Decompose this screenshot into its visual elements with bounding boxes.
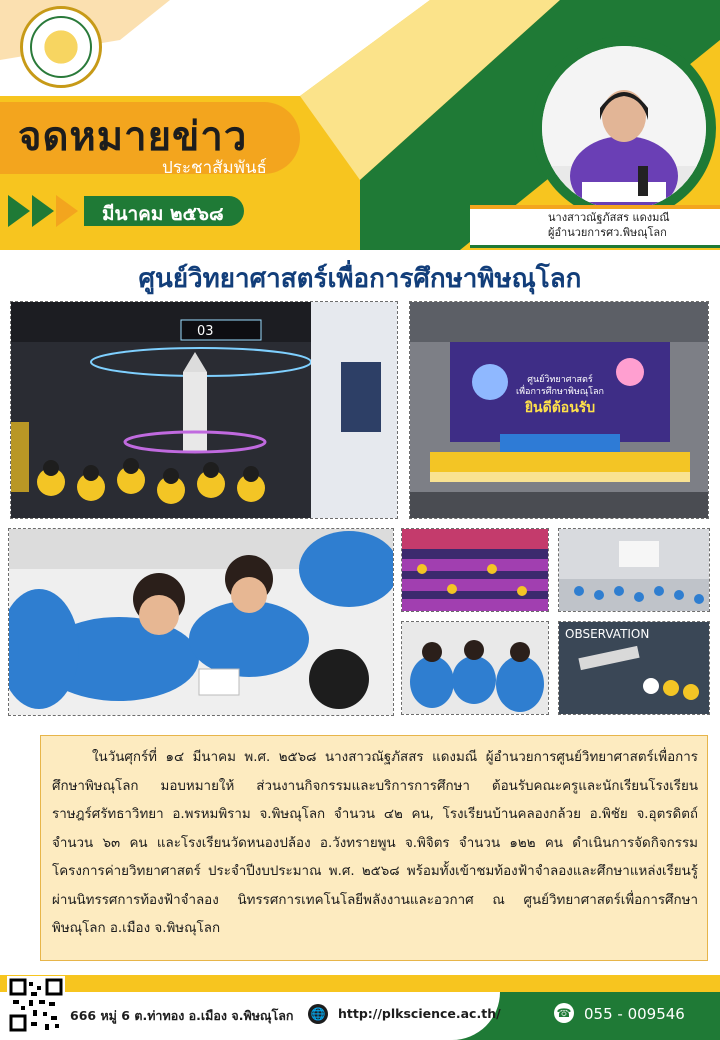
footer-address: 666 หมู่ 6 ต.ท่าทอง อ.เมือง จ.พิษณุโลก bbox=[70, 1008, 294, 1023]
welcome-banner-line2: เพื่อการศึกษาพิษณุโลก bbox=[516, 387, 604, 397]
director-position: ผู้อำนวยการศว.พิษณุโลก bbox=[548, 226, 667, 239]
footer-phone[interactable]: 055 - 009546 bbox=[584, 1005, 685, 1023]
chevron-icon bbox=[32, 195, 54, 227]
newsletter-title: จดหมายข่าว bbox=[18, 114, 248, 160]
globe-icon: 🌐 bbox=[308, 1004, 328, 1024]
director-photo bbox=[542, 46, 706, 210]
chevron-icon bbox=[8, 195, 30, 227]
article-body: ในวันศุกร์ที่ ๑๔ มีนาคม พ.ศ. ๒๕๖๘ นางสาวณัฐภัสสร แดงมณี ผู้อำนวยการศูนย์วิทยาศาสตร์เพื่อการศึกษาพิษณุโลก มอบหมายให้ ส่วนงานกิจกรรมและบริการการศึกษา ต้อนรับคณะครูและนักเรียนโรงเรียนราษฎร์ศรัทธาวิทยา อ.พรหมพิราม จ.พิษณุโลก จำนวน ๔๒ คน, โรงเรียนบ้านคลองกล้วย อ.พิชัย จ.อุตรดิตถ์ จำนวน ๖๓ คน และโรงเรียนวัดหนองปล้อง อ.วังทรายพูน จ.พิจิตร จำนวน ๑๒๒ คน ดำเนินการจัดกิจกรรมโครงการค่ายวิทยาศาสตร์ ประจำปีงบประมาณ พ.ศ. ๒๕๖๘ พร้อมทั้งเข้าชมท้องฟ้าจำลองและศึกษาแหล่งเรียนรู้ผ่านนิทรรศการท้องฟ้าจำลอง นิทรรศการเทคโนโลยีพลังงานและอวกาศ ณ ศูนย์วิทยาศาสตร์เพื่อการศึกษาพิษณุโลก อ.เมือง จ.พิษณุโลก bbox=[52, 750, 698, 936]
photo-group-welcome bbox=[409, 301, 709, 519]
footer-website-link[interactable]: http://plkscience.ac.th/ bbox=[338, 1006, 501, 1021]
welcome-banner-line3: ยินดีต้อนรับ bbox=[524, 400, 596, 416]
exhibit-screen-number: 03 bbox=[197, 324, 214, 339]
photo-students-floor bbox=[401, 621, 549, 715]
director-name: นางสาวณัฐภัสสร แดงมณี bbox=[548, 211, 670, 224]
phone-icon: ☎ bbox=[554, 1003, 574, 1023]
qr-code-icon[interactable] bbox=[7, 976, 65, 1034]
newsletter-subtitle: ประชาสัมพันธ์ bbox=[162, 158, 267, 178]
issue-date: มีนาคม ๒๕๖๘ bbox=[102, 203, 224, 225]
observation-sign: OBSERVATION bbox=[565, 627, 650, 641]
photo-planetarium-exhibit bbox=[10, 301, 398, 519]
photo-students-activity bbox=[8, 528, 394, 716]
photo-planetarium-seats bbox=[401, 528, 549, 612]
headline: ศูนย์วิทยาศาสตร์เพื่อการศึกษาพิษณุโลก bbox=[138, 264, 582, 294]
chevron-icon bbox=[56, 195, 78, 227]
welcome-banner-line1: ศูนย์วิทยาศาสตร์ bbox=[527, 375, 593, 385]
photo-hall-presentation bbox=[558, 528, 710, 612]
school-emblem-icon bbox=[20, 6, 102, 88]
photo-observation-exhibit bbox=[558, 621, 710, 715]
